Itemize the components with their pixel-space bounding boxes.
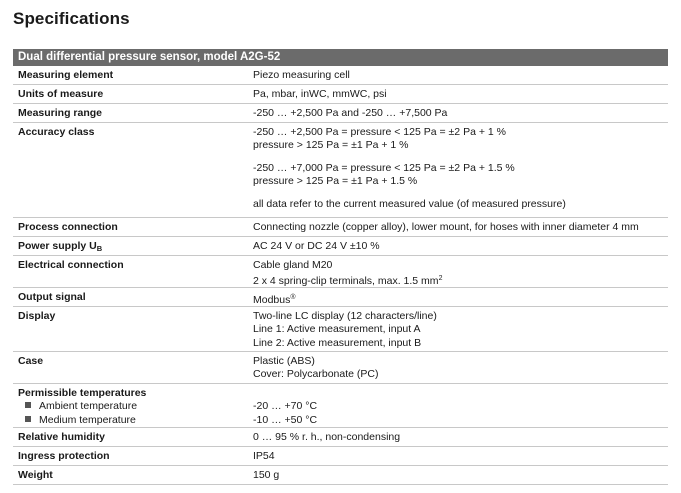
square-bullet-icon (25, 416, 31, 422)
accuracy-note: all data refer to the current measured value (of measured pressure) (253, 197, 566, 210)
row-permissible-temperatures (13, 384, 668, 428)
row-measuring-element (13, 66, 668, 85)
row-label (13, 237, 253, 255)
medium-label-text: Medium temperature (39, 413, 136, 426)
page-title: Specifications (13, 9, 130, 28)
row-value: -250 … +2,500 Pa and -250 … +7,500 Pa (253, 107, 448, 119)
row-label (13, 384, 253, 427)
row-label: Ingress protection (18, 450, 110, 462)
case-line: Cover: Polycarbonate (PC) (253, 368, 379, 381)
row-value (253, 307, 668, 351)
row-value (253, 384, 668, 427)
row-value (253, 352, 668, 383)
row-label: Measuring range (18, 107, 103, 119)
power-label: Power supply U (18, 240, 97, 252)
accuracy-line: pressure > 125 Pa = ±1 Pa + 1.5 % (253, 175, 418, 188)
row-value (253, 123, 668, 217)
row-label: Accuracy class (18, 126, 95, 138)
case-line: Plastic (ABS) (253, 355, 315, 367)
row-value (253, 288, 668, 306)
electrical-line (253, 272, 664, 288)
row-power-supply (13, 237, 668, 256)
row-label: Process connection (18, 221, 118, 233)
row-case (13, 352, 668, 384)
row-accuracy-class (13, 123, 668, 218)
accuracy-line: pressure > 125 Pa = ±1 Pa + 1 % (253, 139, 409, 152)
row-measuring-range (13, 104, 668, 123)
row-value: Pa, mbar, inWC, mmWC, psi (253, 88, 387, 100)
temperatures-label: Permissible temperatures (18, 387, 147, 399)
row-label: Output signal (18, 291, 86, 303)
square-bullet-icon (25, 402, 31, 408)
row-label: Display (18, 310, 56, 322)
row-value: 0 … 95 % r. h., non-condensing (253, 431, 401, 443)
row-electrical-connection (13, 256, 668, 288)
medium-temperature-value: -10 … +50 °C (253, 413, 318, 426)
table-heading: Dual differential pressure sensor, model A2G-52 (13, 49, 668, 66)
accuracy-line: -250 … +7,000 Pa = pressure < 125 Pa = ±2 Pa + 1.5 % (253, 161, 515, 174)
ambient-label-text: Ambient temperature (39, 400, 138, 413)
row-value: 150 g (253, 469, 280, 481)
power-label-subscript: B (96, 244, 103, 253)
electrical-line: Cable gland M20 (253, 259, 333, 271)
row-value: AC 24 V or DC 24 V ±10 % (253, 240, 380, 252)
output-value: Modbus (253, 294, 291, 306)
row-ingress-protection (13, 447, 668, 466)
ambient-temperature-value: -20 … +70 °C (253, 400, 318, 413)
ambient-temperature-label (18, 400, 253, 413)
electrical-terminals: 2 x 4 spring-clip terminals, max. 1.5 mm (253, 275, 439, 288)
registered-mark: ® (290, 294, 296, 301)
row-units (13, 85, 668, 104)
row-value (253, 256, 668, 287)
display-line: Line 2: Active measurement, input B (253, 336, 422, 349)
row-value: Connecting nozzle (copper alloy), lower mount, for hoses with inner diameter 4 mm (253, 221, 639, 233)
row-label: Units of measure (18, 88, 104, 100)
row-value: Piezo measuring cell (253, 69, 350, 81)
row-label: Relative humidity (18, 431, 105, 443)
accuracy-line: -250 … +2,500 Pa = pressure < 125 Pa = ±2 Pa + 1 % (253, 126, 506, 138)
row-process-connection (13, 218, 668, 237)
row-output-signal (13, 288, 668, 307)
specifications-table (13, 49, 668, 485)
row-label: Weight (18, 469, 53, 481)
display-line: Line 1: Active measurement, input A (253, 323, 421, 336)
row-label: Electrical connection (18, 259, 124, 271)
row-value: IP54 (253, 450, 275, 462)
display-line: Two-line LC display (12 characters/line) (253, 310, 437, 322)
medium-temperature-label (18, 414, 253, 427)
squared-superscript: 2 (438, 275, 443, 283)
row-label: Measuring element (18, 69, 114, 81)
row-relative-humidity (13, 428, 668, 447)
row-label: Case (18, 355, 44, 367)
row-display (13, 307, 668, 352)
row-weight (13, 466, 668, 485)
